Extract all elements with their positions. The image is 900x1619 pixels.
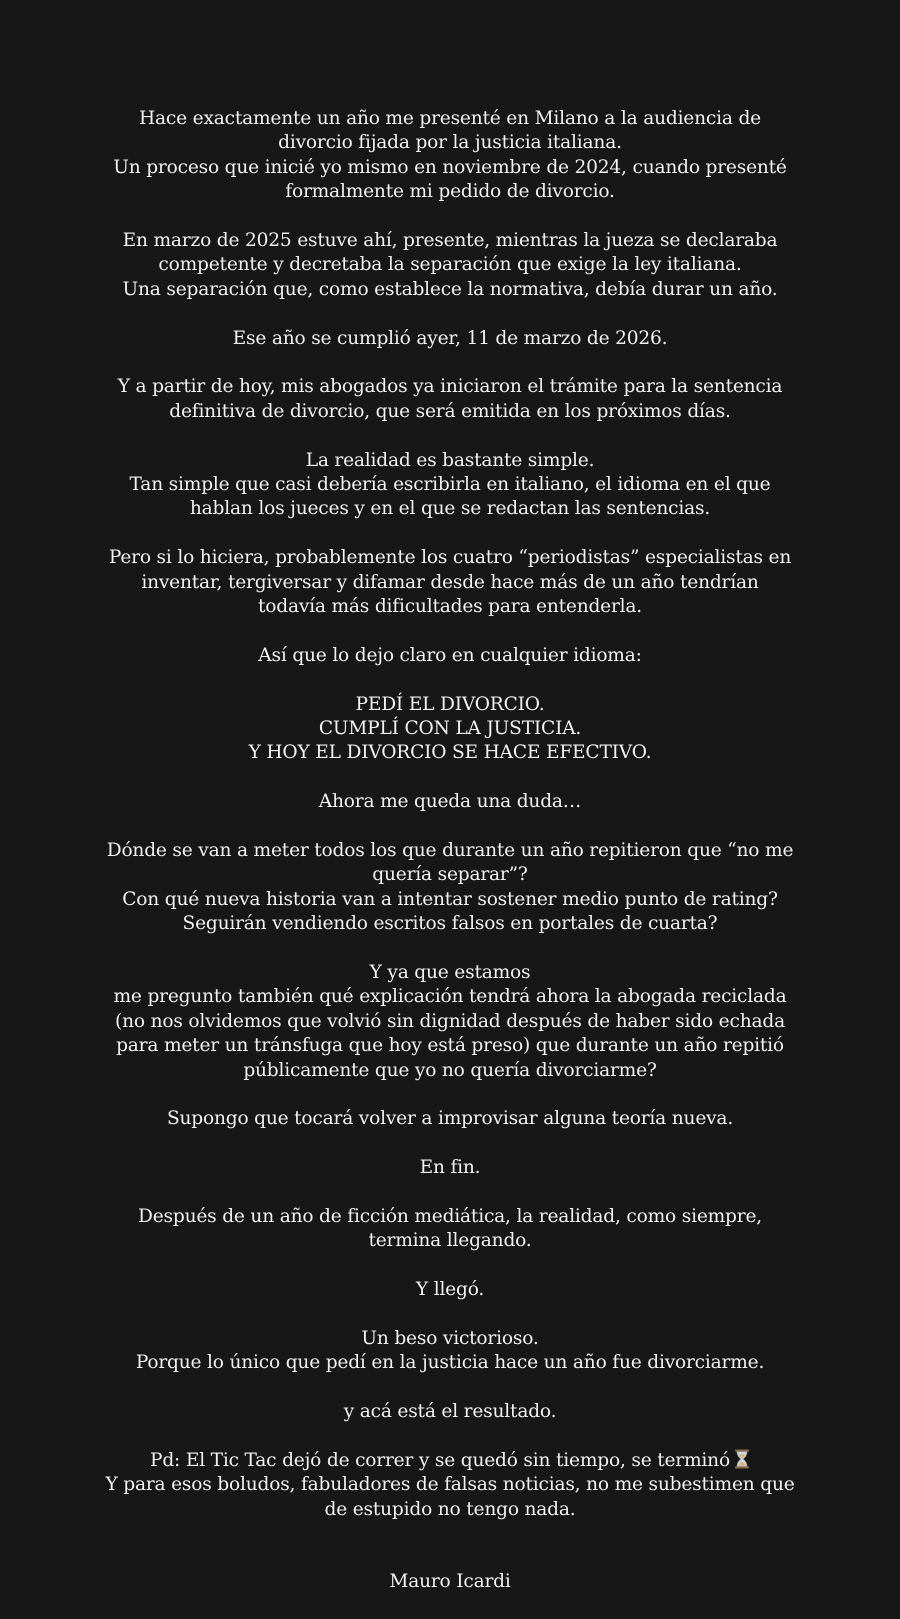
paragraph [105,1327,795,1376]
paragraph [105,449,795,522]
text-line: Tan simple que casi debería escribirla en italiano, el idioma en el que hablan los jueces y en el que se redactan las sentencias. [129,474,771,520]
story-text [105,107,795,1619]
text-line: Dónde se van a meter todos los que durante un año repitieron que “no me quería separar”? [106,840,794,886]
story-paragraphs [105,107,795,1425]
text-line: Y ya que estamos [369,962,531,984]
paragraph [105,693,795,766]
text-line: Pero si lo hiciera, probablemente los cuatro “periodistas” especialistas en inventar, tergiversar y difamar desde hace más de un año tendrían todavía más dificultades para entenderla. [108,547,792,618]
paragraph [105,644,795,668]
hourglass-icon [734,1449,750,1469]
text-line: Hace exactamente un año me presenté en Milano a la audiencia de divorcio fijada por la justicia italiana. [139,108,761,154]
text-line: PEDÍ EL DIVORCIO. [355,693,545,715]
text-line: Un beso victorioso. [361,1328,539,1350]
text-line: Seguirán vendiendo escritos falsos en portales de cuarta? [182,913,718,935]
text-line: Y llegó. [415,1279,485,1301]
paragraph [105,546,795,619]
text-line: me pregunto también qué explicación tendrá ahora la abogada reciclada (no nos olvidemos que volvió sin dignidad después de haber sido echada para meter un tránsfuga que hoy está preso) que durante un año repitió públicamente que yo no quería divorciarme? [113,986,787,1081]
paragraph [105,1107,795,1131]
paragraph [105,1156,795,1180]
paragraph [105,107,795,205]
pd-line-2: Y para esos boludos, fabuladores de falsas noticias, no me subestimen que de estupido no tengo nada. [105,1474,795,1520]
text-line: Después de un año de ficción mediática, la realidad, como siempre, termina llegando. [138,1206,762,1252]
text-line: Una separación que, como establece la normativa, debía durar un año. [122,278,778,300]
text-line: CUMPLÍ CON LA JUSTICIA. [318,718,582,740]
signature: Mauro Icardi [389,1571,511,1593]
pd-line-1 [105,1449,795,1473]
text-line: Ahora me queda una duda… [318,791,582,813]
paragraph [105,961,795,1083]
text-line: La realidad es bastante simple. [305,449,595,471]
paragraph [105,229,795,302]
text-line: Ese año se cumplió ayer, 11 de marzo de 2026. [232,327,668,349]
paragraph [105,327,795,351]
text-line: Supongo que tocará volver a improvisar alguna teoría nueva. [166,1108,734,1130]
paragraph [105,1278,795,1302]
pd-paragraph [105,1449,795,1522]
text-line: Y HOY EL DIVORCIO SE HACE EFECTIVO. [248,742,652,764]
text-line: Así que lo dejo claro en cualquier idioma: [258,644,642,666]
paragraph [105,1400,795,1424]
text-line: Porque lo único que pedí en la justicia hace un año fue divorciarme. [135,1352,765,1374]
text-line: y acá está el resultado. [343,1401,557,1423]
text-line: Con qué nueva historia van a intentar sostener medio punto de rating? [122,888,778,910]
paragraph [105,375,795,424]
text-line: Un proceso que inicié yo mismo en noviembre de 2024, cuando presenté formalmente mi pedido de divorcio. [113,156,787,203]
text-line: En marzo de 2025 estuve ahí, presente, mientras la jueza se declaraba competente y decretaba la separación que exige la ley italiana. [122,230,778,276]
pd-line-1-text: Pd: El Tic Tac dejó de correr y se quedó sin tiempo, se terminó [150,1450,730,1472]
paragraph [105,790,795,814]
text-line: En fin. [419,1157,481,1179]
paragraph [105,1205,795,1254]
text-line: Y a partir de hoy, mis abogados ya iniciaron el trámite para la sentencia definitiva de divorcio, que será emitida en los próximos días. [117,376,783,422]
paragraph [105,839,795,937]
